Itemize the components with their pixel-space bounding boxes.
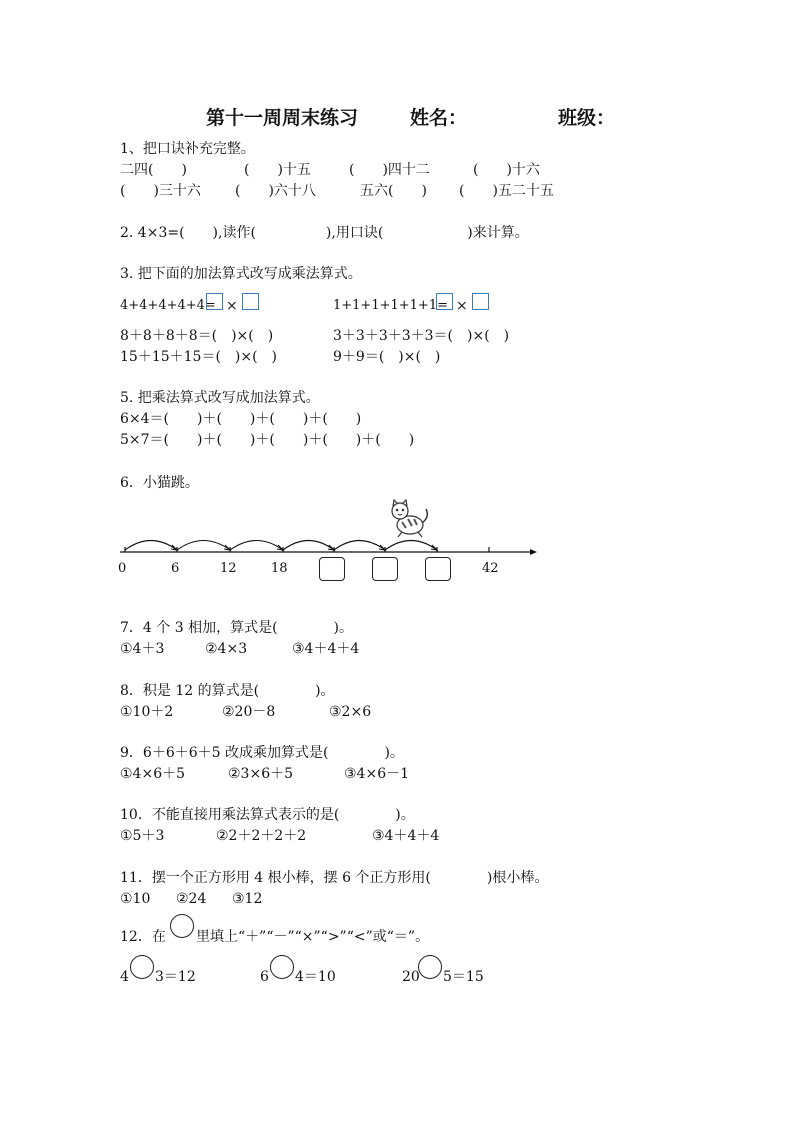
q9-option: ③4×6－1 — [344, 766, 410, 782]
tick-label: 18 — [271, 561, 288, 576]
times-sign: × — [226, 298, 238, 314]
tick-label: 6 — [171, 561, 180, 576]
q9-option: ②3×6＋5 — [228, 766, 294, 782]
q5-row2: 5×7＝( )＋( )＋( )＋( )＋( ) — [120, 432, 415, 448]
q8-option: ①10＋2 — [120, 704, 174, 720]
q3-instruction: 3. 把下面的加法算式改写成乘法算式。 — [120, 266, 362, 282]
q2-text: 2. 4×3=( ),读作( ),用口诀( )来计算。 — [120, 225, 529, 241]
q7-option: ①4＋3 — [120, 641, 165, 657]
jump-arrowhead — [224, 545, 230, 550]
q12-item-right: 3＝12 — [155, 969, 196, 985]
times-sign: × — [456, 298, 468, 314]
q3-r3-a: 15＋15＋15＝( )×( ) — [120, 349, 278, 365]
q11-option: ②24 — [176, 891, 207, 907]
q3-r2-b: 3＋3＋3＋3＋3＝( )×( ) — [333, 328, 510, 344]
q3-eq-b: 1+1+1+1+1+1= — [333, 298, 448, 313]
jump-arc — [177, 541, 230, 551]
answer-box[interactable] — [436, 293, 453, 310]
q12-item-left: 4 — [120, 969, 129, 985]
jump-arrowhead — [328, 545, 334, 550]
q1-r2-a: ( )三十六 — [120, 183, 201, 199]
jump-arrowhead — [171, 545, 177, 550]
answer-box[interactable] — [472, 293, 489, 310]
q1-r1-a: 二四( ) — [120, 162, 187, 178]
q12-item-right: 4＝10 — [295, 969, 336, 985]
q12-item-right: 5＝15 — [443, 969, 484, 985]
jump-arc — [230, 541, 283, 551]
q7-option: ③4＋4＋4 — [292, 641, 360, 657]
q3-r3-b: 9＋9＝( )×( ) — [333, 349, 441, 365]
q3-eq-a: 4+4+4+4+4= — [120, 298, 216, 313]
q10-option: ②2＋2＋2＋2 — [216, 828, 307, 844]
answer-circle[interactable] — [270, 955, 294, 979]
q9-question: 9．6＋6＋6＋5 改成乘加算式是( )。 — [120, 745, 404, 761]
q11-option: ①10 — [120, 891, 151, 907]
q1-r2-d: ( )五二十五 — [459, 183, 554, 199]
q1-r2-b: ( )六十八 — [235, 183, 316, 199]
q11-option: ③12 — [232, 891, 263, 907]
q1-r1-b: ( )十五 — [244, 162, 311, 178]
name-label: 姓名： — [410, 107, 468, 129]
tick-label: 0 — [118, 561, 127, 576]
q5-instruction: 5. 把乘法算式改写成加法算式。 — [120, 390, 320, 406]
jump-arrowhead — [431, 545, 437, 550]
tick-label: 42 — [482, 561, 499, 576]
page-title: 第十一周周末练习 — [206, 107, 359, 129]
q5-row1: 6×4＝( )＋( )＋( )＋( ) — [120, 411, 362, 427]
answer-slot[interactable] — [319, 557, 345, 581]
answer-circle — [170, 914, 194, 938]
answer-circle[interactable] — [418, 955, 442, 979]
q1-instruction: 1、把口诀补充完整。 — [120, 141, 255, 157]
answer-slot[interactable] — [425, 557, 451, 581]
answer-circle[interactable] — [130, 955, 154, 979]
jump-arc — [334, 541, 385, 551]
q12-suffix: 里填上“＋”“－”“×”“>”“<”或“＝”。 — [196, 929, 430, 945]
jump-arrowhead — [277, 545, 283, 550]
q1-r1-d: ( )十六 — [473, 162, 540, 178]
q7-question: 7．4 个 3 相加，算式是( )。 — [120, 620, 353, 636]
q1-r2-c: 五六( ) — [360, 183, 427, 199]
q10-question: 10．不能直接用乘法算式表示的是( )。 — [120, 807, 415, 823]
answer-box[interactable] — [206, 293, 223, 310]
q11-question: 11．摆一个正方形用 4 根小棒，摆 6 个正方形用( )根小棒。 — [120, 870, 549, 886]
tick-label: 12 — [220, 561, 237, 576]
q3-r2-a: 8＋8＋8＋8＝( )×( ) — [120, 328, 274, 344]
jump-arc — [125, 541, 177, 551]
class-label: 班级： — [558, 107, 616, 129]
q10-option: ③4＋4＋4 — [372, 828, 440, 844]
cat-icon — [392, 500, 427, 537]
q7-option: ②4×3 — [205, 641, 248, 657]
q8-option: ②20－8 — [222, 704, 276, 720]
answer-box[interactable] — [242, 293, 259, 310]
jump-arc — [283, 541, 334, 551]
q12-item-left: 20 — [402, 969, 420, 985]
q1-r1-c: ( )四十二 — [349, 162, 430, 178]
q8-question: 8．积是 12 的算式是( )。 — [120, 683, 335, 699]
q10-option: ①5＋3 — [120, 828, 165, 844]
answer-slot[interactable] — [372, 557, 398, 581]
q12-item-left: 6 — [260, 969, 269, 985]
jump-arrowhead — [379, 545, 385, 550]
q6-instruction: 6．小猫跳。 — [120, 475, 199, 491]
q9-option: ①4×6＋5 — [120, 766, 186, 782]
q8-option: ③2×6 — [329, 704, 372, 720]
q12-prefix: 12．在 — [120, 929, 166, 945]
jump-arc — [385, 541, 437, 551]
